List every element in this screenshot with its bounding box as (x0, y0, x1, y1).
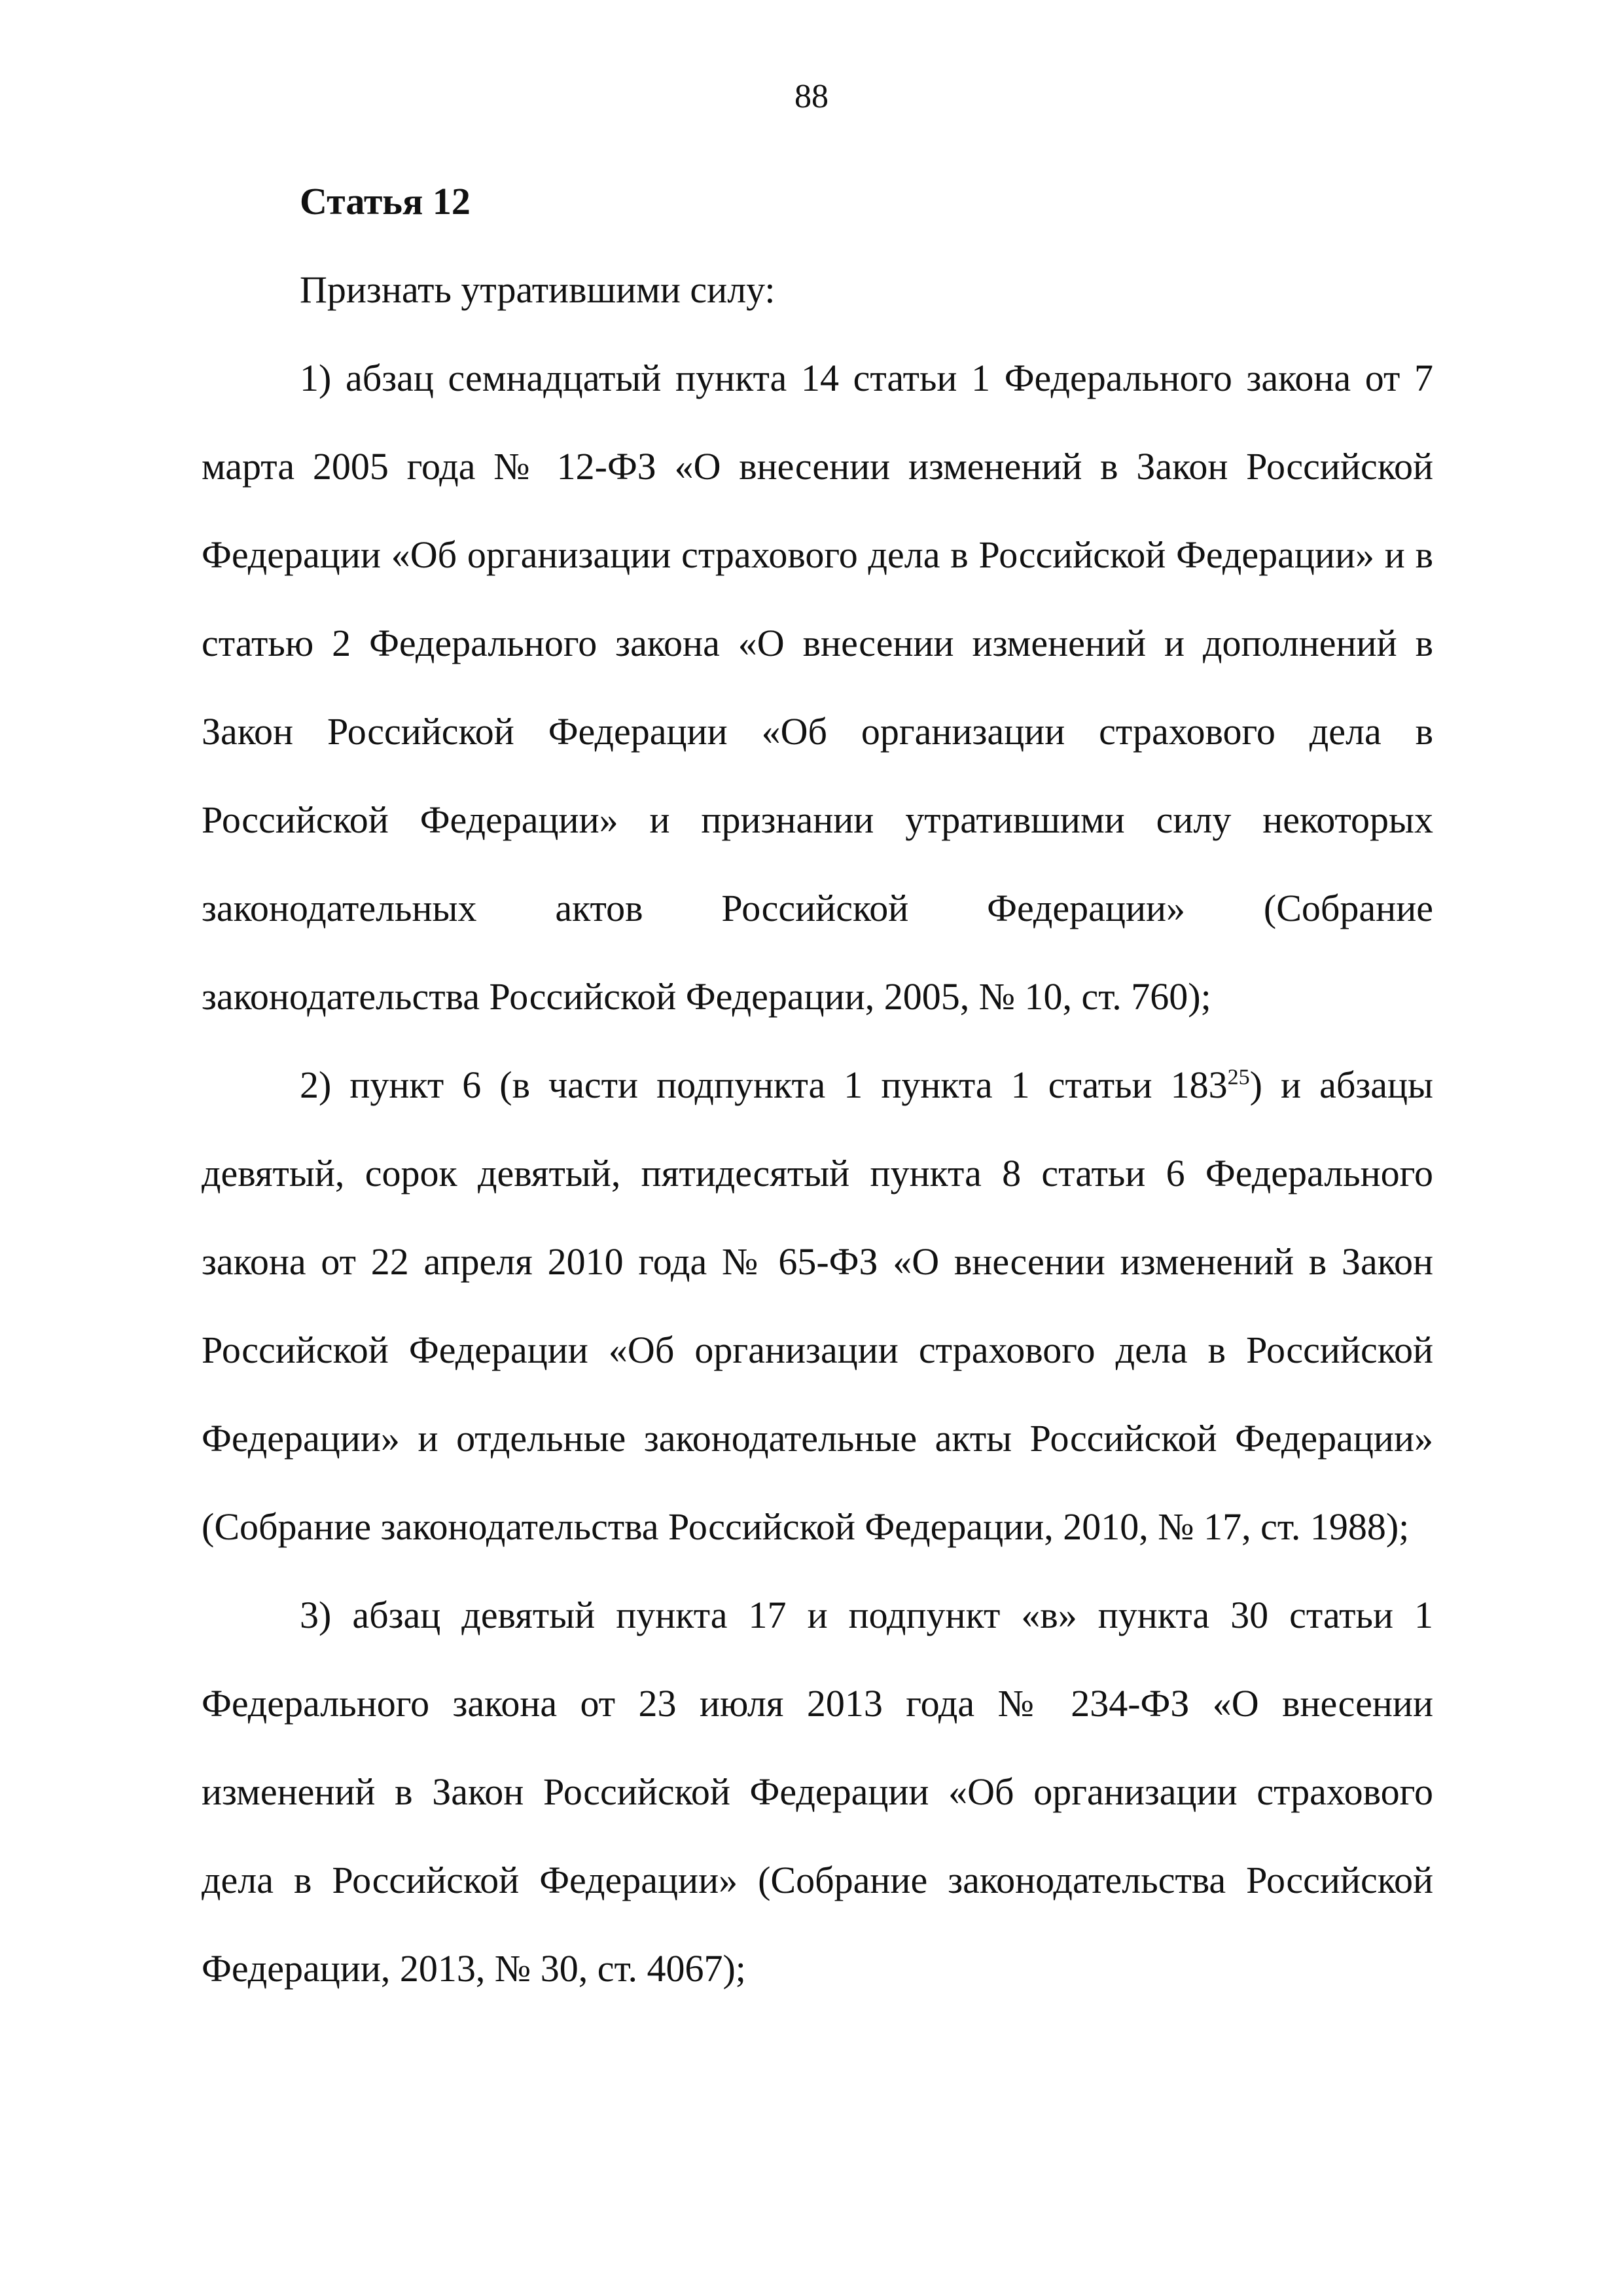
list-item-3: 3) абзац девятый пункта 17 и подпункт «в» пункта 30 статьи 1 Федерального закона от 23 июля 2013 года № 234-ФЗ «О внесении изменений в Закон Российской Федерации «Об организации страхового дела в Российской Федерации» (Собрание законодательства Российской Федерации, 2013, № 30, ст. 4067); (202, 1594, 1433, 1990)
superscript-article-number: 25 (1227, 1065, 1250, 1090)
list-item-2 (202, 1041, 1433, 1571)
article-intro: Признать утратившими силу: (300, 268, 776, 311)
page-number: 88 (794, 78, 829, 115)
document-body (202, 157, 1433, 2013)
list-item-1: 1) абзац семнадцатый пункта 14 статьи 1 Федерального закона от 7 марта 2005 года № 12-ФЗ «О внесении изменений в Закон Российской Федерации «Об организации страхового дела в Российской Федерации» и в статью 2 Федерального закона «О внесении изменений и дополнений в Закон Российской Федерации «Об организации страхового дела в Российской Федерации» и признании утратившими силу некоторых законодательных актов Российской Федерации» (Собрание законодательства Российской Федерации, 2005, № 10, ст. 760); (202, 357, 1433, 1018)
list-item-2-text-end: ) и абзацы девятый, сорок девятый, пятидесятый пункта 8 статьи 6 Федерального закона от 22 апреля 2010 года № 65-ФЗ «О внесении изменений в Закон Российской Федерации «Об организации страхового дела в Российской Федерации» и отдельные законодательные акты Российской Федерации» (Собрание законодательства Российской Федерации, 2010, № 17, ст. 1988); (202, 1064, 1433, 1548)
list-item-2-text-start: 2) пункт 6 (в части подпункта 1 пункта 1 статьи 183 (300, 1064, 1228, 1106)
article-title: Статья 12 (300, 180, 471, 223)
